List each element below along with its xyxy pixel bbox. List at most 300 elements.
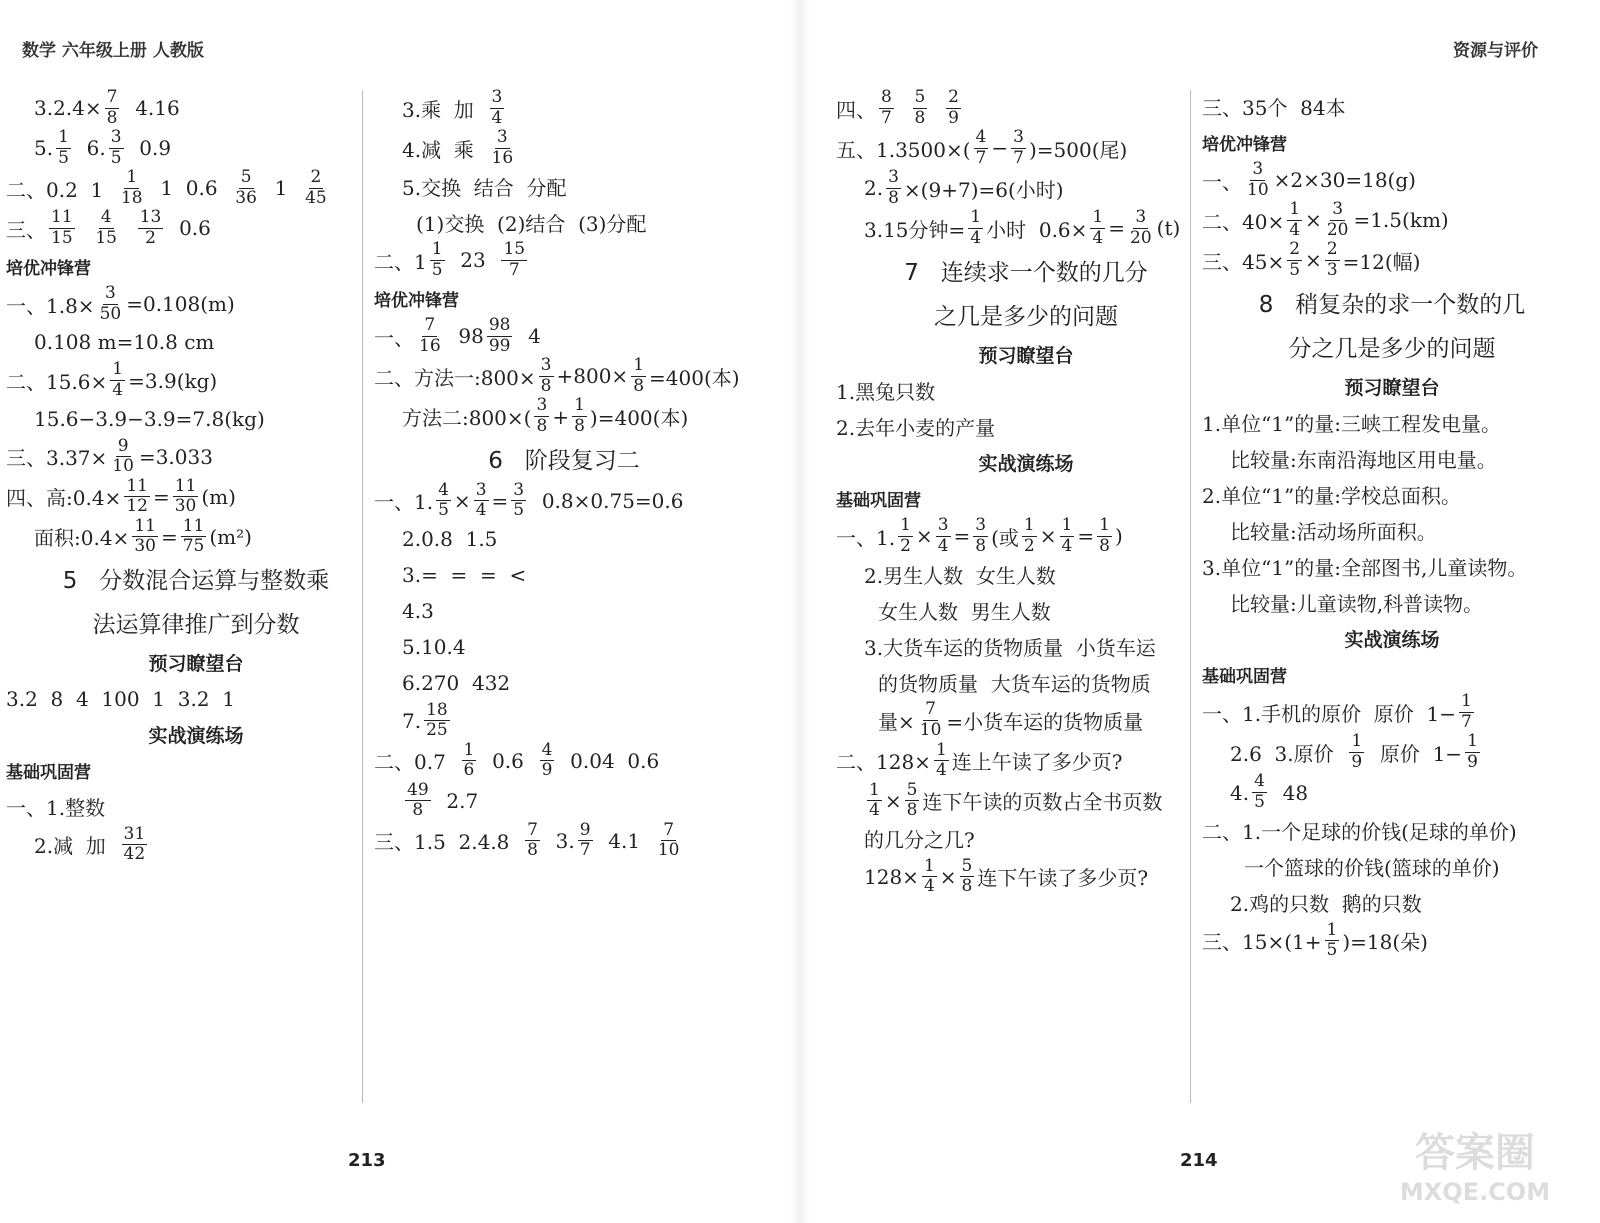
answer-line (374, 741, 754, 781)
answer-text: 4 (515, 324, 541, 349)
answer-line (1202, 280, 1582, 324)
answer-text: × (1305, 248, 1322, 273)
answer-text: 1 0.6 (147, 176, 231, 201)
answer-line (374, 128, 754, 168)
answer-text: + (552, 404, 570, 429)
fraction: $\frac{1}{2}$ (1023, 515, 1035, 556)
answer-line (836, 408, 1216, 444)
answer-text: (或 (991, 525, 1019, 550)
answer-text: 四、 (836, 97, 876, 122)
answer-text: = (953, 524, 971, 549)
fraction: 7 10 (657, 819, 680, 861)
fraction: $\frac{5}{8}$ (906, 779, 918, 821)
answer-line (836, 480, 1216, 516)
answer-text: 98 (445, 324, 484, 349)
answer-text: × (1039, 524, 1057, 549)
fraction: 8 7 (881, 88, 892, 128)
answer-line (836, 741, 1216, 781)
fraction: $\frac{3}{10}$ (1247, 159, 1269, 200)
fraction: $\frac{3}{8}$ (540, 355, 552, 396)
answer-text: 3.2.4× (34, 96, 102, 121)
answer-text: 一、 (1202, 169, 1242, 194)
answer-line (374, 356, 754, 396)
fraction: $\frac{3}{8}$ (888, 167, 899, 208)
answer-line (6, 477, 386, 517)
answer-text: 面积:0.4× (34, 526, 130, 551)
fraction: $\frac{1}{4}$ (923, 855, 935, 897)
watermark-main: 答案圈 (1415, 1130, 1535, 1176)
answer-line (1202, 656, 1582, 692)
fraction: $\frac{1}{9}$ (1467, 731, 1478, 772)
answer-text: 二、1.一个足球的价钱(足球的单价) (1202, 820, 1517, 845)
answer-text: )=400(本) (589, 406, 689, 431)
answer-line (1202, 813, 1582, 849)
fraction: 98 99 (488, 315, 511, 356)
answer-line (836, 700, 1216, 740)
answer-text: 五、1.3500×( (836, 137, 971, 162)
fraction: 2 9 (948, 88, 959, 128)
answer-text: =3.9(kg) (128, 368, 218, 393)
answer-text: 基础巩固营 (1202, 666, 1287, 687)
fraction: 1 6 (463, 739, 475, 781)
answer-text: 7. (402, 708, 422, 733)
answer-line (374, 316, 754, 356)
answer-line (6, 645, 386, 681)
answer-text: 连下午读了多少页? (977, 866, 1149, 891)
answer-line (6, 128, 386, 168)
watermark-logo (1390, 1121, 1560, 1206)
answer-line (6, 168, 386, 208)
fraction: $\frac{11}{30}$ (174, 475, 197, 517)
answer-text: 2.6 3.原价 (1230, 741, 1347, 766)
answer-text: 3.大货车运的货物质量 小货车运 (864, 635, 1156, 660)
answer-line (836, 821, 1216, 857)
answer-text: 一、1.整数 (6, 796, 106, 821)
fraction: $\frac{1}{4}$ (112, 359, 124, 401)
answer-text: 预习瞭望台 (978, 344, 1074, 367)
answer-text: =0.108(m) (126, 292, 235, 317)
answer-line (836, 336, 1216, 372)
answer-line (6, 557, 386, 601)
answer-text: 5 分数混合运算与整数乘 (62, 568, 330, 595)
answer-text: = (1077, 524, 1095, 549)
answer-text: 3. (542, 828, 575, 853)
answer-text: 7 连续求一个数的几分 (904, 259, 1148, 286)
answer-text: 二、128× (836, 750, 931, 775)
answer-text: 4. (1230, 780, 1250, 805)
answer-line (6, 248, 386, 284)
answer-text: 二、15.6× (6, 370, 108, 395)
answer-line (374, 437, 754, 481)
answer-text: 15.6−3.9−3.9=7.8(kg) (34, 406, 265, 431)
answer-text: = (160, 524, 178, 549)
answer-line (836, 857, 1216, 897)
answer-text: =12(幅) (1342, 249, 1421, 274)
fraction: $\frac{3}{20}$ (1130, 207, 1152, 248)
fraction: 4 9 (541, 739, 553, 781)
fraction: 5 36 (235, 167, 257, 208)
answer-text: 2.单位“1”的量:学校总面积。 (1202, 483, 1461, 508)
answer-text: 6.270 432 (402, 670, 511, 695)
answer-text: (m) (201, 484, 236, 509)
answer-text: 二、0.7 (374, 750, 459, 775)
answer-text: 三、35个 84本 (1202, 95, 1346, 120)
answer-text: × (915, 524, 933, 549)
answer-line (374, 821, 754, 861)
answer-line (6, 601, 386, 645)
fraction: 18 25 (426, 699, 448, 741)
fraction: $\frac{3}{4}$ (475, 479, 487, 521)
answer-text: 一、1. (836, 525, 896, 550)
answer-line (1202, 772, 1582, 812)
answer-text: 量× (878, 710, 915, 735)
answer-line (1202, 368, 1582, 404)
answer-line (1202, 440, 1582, 476)
answer-column-4 (1202, 88, 1582, 1113)
answer-text: 128× (864, 864, 919, 889)
answer-text: 2.男生人数 女生人数 (864, 563, 1056, 588)
fraction: $\frac{7}{8}$ (106, 88, 118, 128)
fraction: $\frac{1}{2}$ (900, 515, 911, 556)
answer-text: 3.单位“1”的量:全部图书,儿童读物。 (1202, 555, 1528, 580)
answer-text: 预习瞭望台 (148, 653, 244, 676)
answer-text: 一、1. (374, 490, 434, 515)
fraction: $\frac{1}{4}$ (869, 779, 880, 821)
answer-line (1202, 548, 1582, 584)
answer-text: 法运算律推广到分数 (92, 612, 300, 639)
page-number-left: 213 (348, 1150, 386, 1171)
answer-text: 比较量:活动场所面积。 (1230, 519, 1437, 544)
answer-line (6, 208, 386, 248)
fraction: 3 16 (491, 127, 514, 168)
fraction: $\frac{1}{8}$ (574, 395, 585, 437)
answer-text: × (453, 488, 471, 513)
answer-line (836, 208, 1216, 248)
fraction: $\frac{11}{30}$ (134, 515, 156, 557)
answer-line (374, 396, 754, 436)
answer-line (836, 372, 1216, 408)
answer-text: 比较量:儿童读物,科普读物。 (1230, 591, 1484, 616)
answer-text: − (991, 136, 1009, 161)
fraction: 4 7 (975, 127, 987, 168)
answer-line (6, 681, 386, 717)
answer-text: 实战演练场 (1344, 628, 1440, 651)
answer-column-1 (6, 88, 386, 1113)
fraction: 5 8 (914, 88, 926, 128)
fraction: $\frac{1}{4}$ (935, 739, 947, 781)
fraction: $\frac{1}{8}$ (633, 355, 645, 396)
fraction: $\frac{7}{10}$ (919, 699, 942, 741)
answer-line (836, 556, 1216, 592)
answer-line (836, 444, 1216, 480)
answer-text: 培优冲锋营 (6, 258, 91, 279)
fraction: 31 42 (123, 823, 146, 865)
answer-line (836, 628, 1216, 664)
answer-text: 连下午读的页数占全书页数 (922, 790, 1163, 815)
answer-text: 实战演练场 (978, 452, 1074, 475)
answer-text: 6. (73, 136, 106, 161)
answer-text: =400(本) (649, 365, 740, 390)
fraction: $\frac{9}{10}$ (112, 435, 134, 477)
answer-line (1202, 200, 1582, 240)
fraction: $\frac{11}{75}$ (182, 515, 205, 557)
fraction: $\frac{1}{7}$ (1461, 691, 1472, 732)
answer-text: 1 (261, 176, 301, 201)
fraction: 1 5 (58, 127, 69, 168)
answer-text: 5.交换 结合 分配 (402, 175, 567, 200)
answer-line (836, 128, 1216, 168)
answer-line (836, 664, 1216, 700)
answer-line (1202, 512, 1582, 548)
answer-line (374, 240, 754, 280)
answer-text: (t) (1156, 216, 1181, 241)
answer-line (6, 825, 386, 865)
answer-line (1202, 732, 1582, 772)
answer-text: 0.108 m=10.8 cm (34, 330, 215, 355)
answer-line (374, 593, 754, 629)
answer-line (374, 481, 754, 521)
answer-text: 基础巩固营 (836, 490, 921, 511)
answer-text: 0.9 (126, 136, 172, 161)
answer-text: =小货车运的货物质量 (946, 710, 1144, 735)
answer-text: 4.16 (122, 96, 180, 121)
answer-line (1202, 160, 1582, 200)
answer-text: = (152, 484, 170, 509)
answer-text: 二、1 (374, 249, 427, 274)
answer-text: 的货物质量 大货车运的货物质 (878, 671, 1151, 696)
answer-text: × (1305, 208, 1322, 233)
watermark-sub: MXQE.COM (1399, 1178, 1551, 1206)
answer-text: 三、1.5 2.4.8 (374, 830, 523, 855)
answer-text: 分之几是多少的问题 (1288, 335, 1496, 362)
answer-line (1202, 885, 1582, 921)
fraction: 3 5 (110, 127, 122, 168)
answer-text: ) (1114, 524, 1123, 549)
answer-text: 二、方法一:800× (374, 365, 536, 390)
answer-line (836, 292, 1216, 336)
answer-line (374, 701, 754, 741)
answer-text: 三、15×(1+ (1202, 930, 1322, 955)
fraction: $\frac{4}{5}$ (438, 479, 449, 521)
fraction: $\frac{2}{5}$ (1289, 239, 1301, 280)
fraction: $\frac{1}{8}$ (1099, 515, 1110, 556)
answer-text: 4.1 (595, 828, 653, 853)
answer-line (6, 324, 386, 360)
fraction: $\frac{1}{5}$ (1326, 919, 1338, 961)
answer-text: 比较量:东南沿海地区用电量。 (1230, 447, 1497, 472)
answer-line (836, 781, 1216, 821)
answer-text: 连上午读了多少页? (951, 750, 1123, 775)
answer-text: 0.6 (166, 216, 211, 241)
answer-text: 三、45× (1202, 249, 1285, 274)
answer-line (1202, 849, 1582, 885)
answer-column-3 (836, 88, 1216, 1113)
answer-text: 2. (864, 176, 884, 201)
answer-line (1202, 620, 1582, 656)
answer-text: =1.5(km) (1353, 208, 1449, 233)
fraction: $\frac{3}{5}$ (513, 479, 525, 521)
answer-line (1202, 476, 1582, 512)
answer-text: 2.7 (433, 788, 479, 813)
answer-line (1202, 404, 1582, 440)
answer-line (374, 521, 754, 557)
answer-line (836, 248, 1216, 292)
fraction: $\frac{5}{8}$ (961, 855, 973, 897)
answer-line (374, 280, 754, 316)
answer-text: 2.鸡的只数 鹅的只数 (1230, 892, 1422, 917)
answer-text: 一、1.手机的原价 原价 1− (1202, 701, 1456, 726)
answer-text: 一、1.8× (6, 293, 95, 318)
answer-text: 5.10.4 (402, 634, 466, 659)
answer-text: 原价 1− (1367, 741, 1463, 766)
fraction: $\frac{3}{7}$ (1013, 127, 1024, 168)
fraction: $\frac{3}{20}$ (1326, 199, 1349, 240)
page-number-right: 214 (1180, 1150, 1218, 1171)
answer-text (930, 96, 943, 120)
answer-text: 三、3.37× (6, 446, 108, 471)
answer-line (6, 401, 386, 437)
fraction: 15 7 (503, 239, 526, 280)
answer-text: × (939, 864, 957, 889)
answer-text: 基础巩固营 (6, 763, 91, 784)
fraction: 3 4 (491, 88, 503, 128)
fraction: 1 18 (120, 167, 143, 208)
fraction: 7 8 (527, 819, 538, 861)
answer-line (1202, 921, 1582, 961)
answer-text: 小时 0.6× (986, 217, 1088, 242)
answer-line (836, 88, 1216, 128)
fraction: $\frac{1}{4}$ (1061, 515, 1073, 556)
page-gutter (790, 0, 810, 1223)
answer-text (122, 216, 135, 240)
answer-line (374, 781, 754, 821)
answer-text: 培优冲锋营 (1202, 134, 1287, 155)
answer-text: 1.黑兔只数 (836, 379, 936, 404)
answer-text: 四、高:0.4× (6, 486, 122, 511)
answer-line (374, 557, 754, 593)
answer-text: 5. (34, 136, 54, 161)
fraction: $\frac{1}{4}$ (970, 207, 982, 248)
answer-text: 3.= = = < (402, 562, 527, 587)
answer-text: 二、0.2 1 (6, 177, 116, 202)
fraction: 13 2 (139, 207, 162, 248)
fraction: 11 15 (51, 207, 73, 248)
answer-line (6, 517, 386, 557)
answer-line (6, 284, 386, 324)
fraction: $\frac{3}{4}$ (937, 515, 949, 556)
answer-text: =3.033 (138, 444, 213, 469)
fraction: $\frac{11}{12}$ (126, 475, 148, 517)
header-right: 资源与评价 (1453, 41, 1538, 61)
answer-text: 4.3 (402, 598, 434, 623)
answer-text: 1.单位“1”的量:三峡工程发电量。 (1202, 411, 1501, 436)
answer-line (1202, 240, 1582, 280)
answer-text (78, 216, 91, 240)
fraction: $\frac{1}{4}$ (1092, 207, 1104, 248)
fraction: $\frac{3}{8}$ (975, 515, 987, 556)
fraction: 4 5 (1254, 771, 1265, 813)
answer-text: = (1108, 216, 1125, 241)
answer-line (836, 592, 1216, 628)
answer-text: 8 稍复杂的求一个数的几 (1258, 291, 1526, 318)
answer-text: 预习瞭望台 (1344, 376, 1440, 399)
answer-text: 0.8×0.75=0.6 (529, 488, 684, 513)
answer-text: 的几分之几? (864, 828, 975, 853)
answer-text: 0.6 (479, 748, 537, 773)
answer-line (374, 665, 754, 701)
answer-text: (1)交换 (2)结合 (3)分配 (416, 211, 647, 236)
fraction: $\frac{2}{3}$ (1326, 239, 1338, 280)
answer-line (374, 88, 754, 128)
answer-text: )=18(朵) (1342, 930, 1428, 955)
answer-line (1202, 88, 1582, 124)
answer-line (6, 88, 386, 128)
answer-text: 2.去年小麦的产量 (836, 415, 996, 440)
answer-line (374, 168, 754, 204)
answer-text: 一、 (374, 325, 414, 350)
answer-column-2 (374, 88, 754, 1113)
answer-line (6, 717, 386, 753)
fraction: $\frac{1}{4}$ (1289, 199, 1301, 240)
answer-line (6, 753, 386, 789)
fraction: 1 9 (1351, 731, 1363, 772)
answer-text: 0.04 0.6 (557, 748, 660, 773)
fraction: $\frac{3}{50}$ (99, 283, 122, 324)
fraction: 7 16 (419, 315, 441, 356)
answer-text: 3.乘 加 (402, 97, 487, 122)
answer-line (1202, 692, 1582, 732)
answer-line (1202, 324, 1582, 368)
answer-text: 方法二:800×( (402, 406, 532, 431)
answer-line (6, 360, 386, 400)
answer-text: 三、 (6, 217, 46, 242)
fraction: 3 8 (536, 395, 548, 437)
header-left: 数学 六年级上册 人教版 (22, 41, 204, 61)
answer-line (836, 516, 1216, 556)
answer-line (374, 629, 754, 665)
answer-text: 2.0.8 1.5 (402, 526, 498, 551)
answer-text: (m²) (209, 524, 252, 549)
fraction: 9 7 (579, 819, 591, 861)
answer-line (1202, 584, 1582, 620)
answer-text: 女生人数 男生人数 (878, 599, 1051, 624)
answer-text: 6 阶段复习二 (488, 448, 640, 475)
answer-text: = (491, 488, 509, 513)
answer-text: 3.15分钟= (864, 217, 966, 242)
fraction: 49 8 (407, 779, 429, 821)
answer-text: 之几是多少的问题 (934, 303, 1118, 330)
answer-text: × (884, 788, 902, 813)
answer-line (6, 789, 386, 825)
answer-text: 23 (447, 248, 499, 273)
answer-line (6, 437, 386, 477)
answer-text: +800× (556, 364, 629, 389)
answer-text (897, 96, 910, 120)
answer-text: 培优冲锋营 (374, 290, 459, 311)
answer-text: )=500(尾) (1028, 137, 1128, 162)
answer-text: 3.2 8 4 100 1 3.2 1 (6, 686, 235, 711)
answer-text: 一个篮球的价钱(篮球的单价) (1244, 856, 1500, 881)
answer-text: ×(9+7)=6(小时) (903, 177, 1064, 202)
answer-line (836, 168, 1216, 208)
fraction: 2 45 (305, 167, 327, 208)
answer-text: 4.减 乘 (402, 137, 487, 162)
answer-text: 二、40× (1202, 209, 1285, 234)
answer-line (1202, 124, 1582, 160)
fraction: 1 5 (431, 239, 443, 280)
answer-text: 实战演练场 (148, 725, 244, 748)
answer-line (374, 204, 754, 240)
